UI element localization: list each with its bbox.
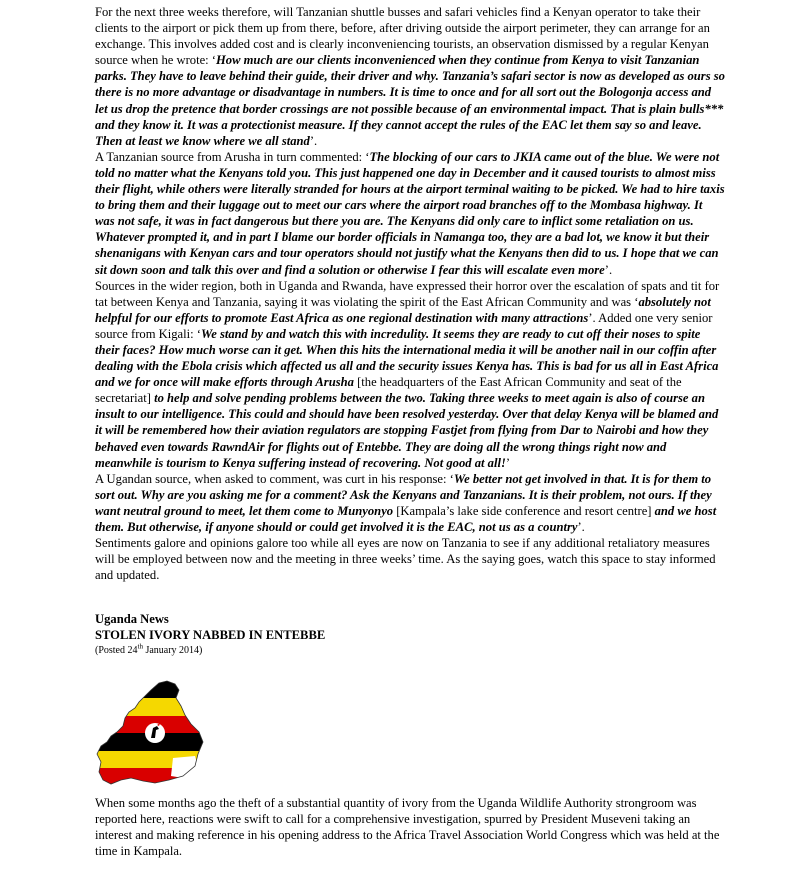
body-text: ’. xyxy=(577,520,585,534)
quote-text: How much are our clients inconvenienced when they continue from Kenya to visit Tanzanian parks. They have to leave behind their guide, their driver and why. Tanzania’s safari sector is now as developed as ours so there is no more advantage or disadvantage in numbers. It is time to once and for all sort out the Bologonja access and let us drop the pretence that border crossings are not possible because of an environmental impact. That is plain bulls*** and they know it. It was a protectionist measure. If they cannot accept the rules of the EAC let them say so and leave. Then at least we know where we all stand xyxy=(95,53,725,148)
quote-text: and we host them. But otherwise, if anyone should or could get involved it is the EAC, not us as a country xyxy=(95,503,717,534)
quote-text: The blocking of our cars to JKIA came out of the blue. We were not told no matter what the Kenyans told you. This just happened one day in December and it caused tourists to almost miss their flight, while others were literally stranded for hours at the airport terminal waiting to be picked. We had to hire taxis to bring them and their luggage out to meet our cars where the airport road branches off to the Mombasa highway. It was not safe, it was in fact dangerous but there you are. The Kenyans did only care to inflict some retaliation on us. Whatever prompted it, and in part I blame our border officials in Namanga too, they are a bad lot, we know it but their shenanigans with Kenyan cars and tour operators should not justify what the Kenyans then did to us. I hope that we can sit down soon and talk this over and find a solution or otherwise I fear this will escalate even more xyxy=(95,149,725,277)
body-text: ’. Added one very senior source from Kigali: ‘ xyxy=(95,310,713,341)
body-text: For the next three weeks therefore, will Tanzanian shuttle busses and safari vehicles find a Kenyan operator to take their clients to the airport or pick them up from there, before, after driving outside the airport perimeter, they can arrange for an exchange. This involves added cost and is clearly inconveniencing tourists, an observation dismissed by a regular Kenyan source when he wrote: ‘ xyxy=(95,5,710,68)
article-body xyxy=(95,4,725,657)
article-paragraph xyxy=(95,471,725,535)
article-paragraph xyxy=(95,149,725,278)
quote-text: We stand by and watch this with incredulity. It seems they are ready to cut off their noses to spite their faces? How much worse can it get. When this hits the international media it will be another nail in our coffin after dealing with the Ebola crisis which affected us all and the security issues Kenya has. This is bad for us all in East Africa and we for once will make efforts through Arusha xyxy=(95,326,719,390)
quote-text: to help and solve pending problems between the two. Taking three weeks to meet again is also of course an insult to our intelligence. This could and should have been resolved yesterday. Over that delay Kenya will be blamed and it will be remembered how their aviation regulators are stopping Fastjet from flying from Dar to Nairobi and how they behaved even towards RawndAir for flights out of Entebbe. They are doing all the wrong things right now and meanwhile is tourism to Kenya suffering instead of recovering. Not good at all! xyxy=(95,391,719,470)
posted-suffix: January 2014) xyxy=(142,644,203,656)
quote-text: absolutely not helpful for our efforts to promote East Africa as one regional destination with many attractions xyxy=(95,294,711,325)
stripe-yellow-1 xyxy=(95,698,205,716)
body-text: Sources in the wider region, both in Uganda and Rwanda, have expressed their horror over the escalation of spats and tit for tat between Kenya and Tanzania, saying it was violating the spirit of the East African Community and was ‘ xyxy=(95,278,720,309)
article-paragraph xyxy=(95,535,725,583)
article-paragraph xyxy=(95,278,725,471)
article-paragraph xyxy=(95,4,725,149)
article-headline: STOLEN IVORY NABBED IN ENTEBBE xyxy=(95,628,326,643)
body-text: ’. xyxy=(604,262,613,277)
quote-text: We better not get involved in that. It is for them to sort out. Why are you asking me for a comment? Ask the Kenyans and Tanzanians. It is their problem, not ours. If they want neutral ground to meet, let them come to Munyonyo xyxy=(95,471,712,518)
body-text: [the headquarters of the East African Community and seat of the secretariat] xyxy=(95,375,682,406)
posted-date xyxy=(95,644,725,657)
body-text: ’. xyxy=(309,133,318,148)
body-text: A Tanzanian source from Arusha in turn commented: ‘ xyxy=(95,149,370,164)
posted-sup: th xyxy=(137,642,143,651)
stripe-black-1 xyxy=(95,680,205,698)
section-label: Uganda News xyxy=(95,612,169,627)
body-text: ’ xyxy=(505,455,511,470)
section-spacer xyxy=(95,583,725,611)
uganda-flag-map-image xyxy=(95,680,205,786)
article-paragraphs xyxy=(95,4,725,583)
posted-prefix: (Posted 24 xyxy=(95,644,138,656)
body-text: A Ugandan source, when asked to comment, was curt in his response: ‘ xyxy=(95,471,454,486)
body-text: [Kampala’s lake side conference and resort centre] xyxy=(396,503,655,518)
uganda-map-svg xyxy=(95,680,205,786)
closing-paragraph: When some months ago the theft of a substantial quantity of ivory from the Uganda Wildlife Authority strongroom was reported here, reactions were swift to call for a comprehensive investigation, spurred by President Museveni taking an interest and making reference in his opening address to the Africa Travel Association World Congress which was held at the time in Kampala. xyxy=(95,796,720,859)
body-text: Sentiments galore and opinions galore too while all eyes are now on Tanzania to see if any additional retaliatory measures will be employed between now and the meeting in three weeks’ time. As the saying goes, watch this space to stay informed and updated. xyxy=(95,536,716,583)
